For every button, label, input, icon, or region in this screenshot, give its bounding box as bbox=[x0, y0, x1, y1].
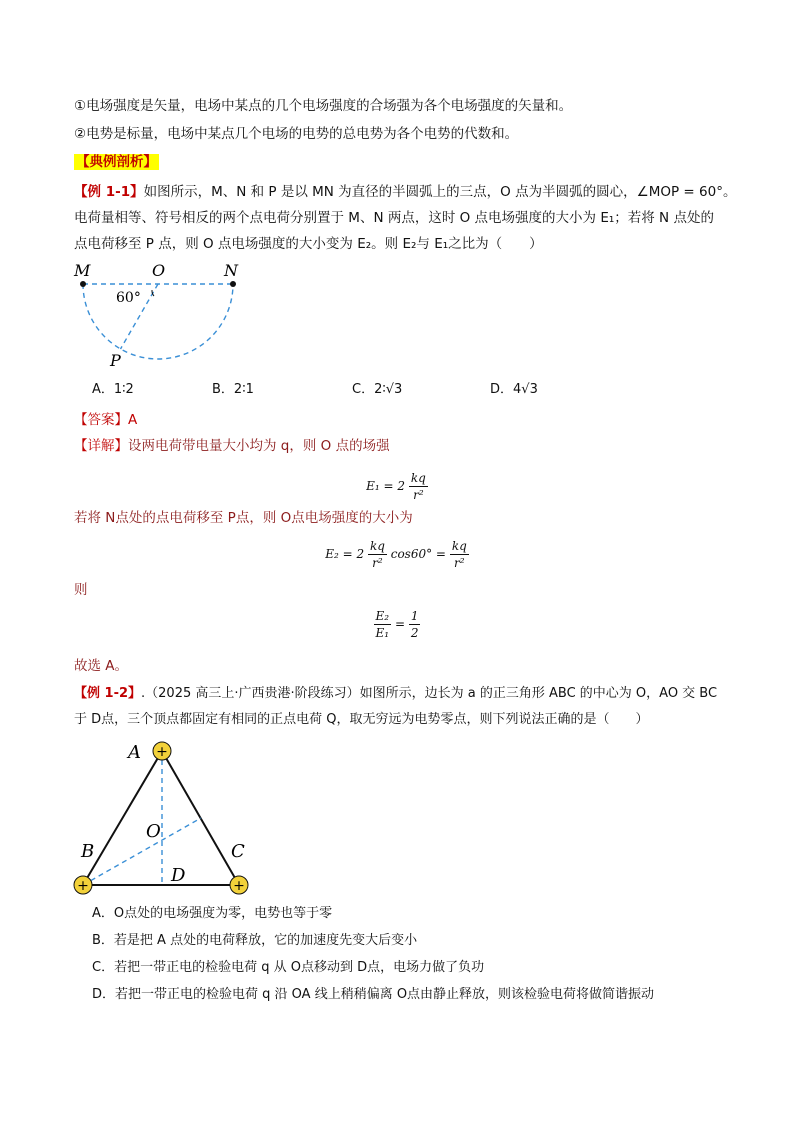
eq2-lhs: E₂ = 2 bbox=[325, 547, 365, 561]
label-p: P bbox=[110, 351, 121, 370]
charge-c-sign: + bbox=[233, 878, 245, 894]
ex1-semicircle-figure bbox=[66, 258, 256, 374]
semicircle-arc bbox=[83, 284, 233, 359]
eq2-denominator-1: r² bbox=[372, 556, 383, 570]
eq2-middle: cos60° = bbox=[390, 547, 446, 561]
ex1-option-d[interactable]: D．4√3 bbox=[490, 382, 538, 397]
ex2-option-b[interactable]: B．若是把 A 点处的电荷释放，它的加速度先变大后变小 bbox=[92, 933, 418, 948]
ex1-option-b[interactable]: B．2∶1 bbox=[212, 382, 254, 397]
label-o: O bbox=[146, 821, 161, 842]
ex1-option-a[interactable]: A．1∶2 bbox=[92, 382, 134, 397]
label-o: O bbox=[152, 261, 166, 280]
eq3-numerator-left: E₂ bbox=[375, 609, 390, 623]
section-title-label: 【典例剖析】 bbox=[76, 154, 157, 170]
ex1-detail-1: 设两电荷带电量大小均为 q，则 O 点的场强 bbox=[128, 438, 390, 454]
ex1-answer-value: A bbox=[128, 412, 138, 428]
charge-b bbox=[74, 876, 92, 894]
ex1-conclusion: 故选 A。 bbox=[74, 658, 129, 674]
eq1-denominator: r² bbox=[413, 488, 424, 502]
eq2-numerator-2: kq bbox=[451, 539, 467, 553]
ex1-detail-2: 若将 N点处的点电荷移至 P点，则 O点电场强度的大小为 bbox=[74, 510, 413, 526]
eq3-fraction-right bbox=[409, 608, 421, 641]
ex1-detail-label: 【详解】 bbox=[74, 438, 128, 454]
ex2-option-d[interactable]: D．若把一带正电的检验电荷 q 沿 OA 线上稍稍偏离 O点由静止释放，则该检验电荷将做简谐振动 bbox=[92, 987, 655, 1002]
label-n: N bbox=[224, 261, 238, 280]
ex2-text-line-1 bbox=[74, 684, 717, 704]
ex1-option-c[interactable]: C．2∶√3 bbox=[352, 382, 403, 397]
ex1-text-line-3: 点电荷移至 P 点，则 O 点电场强度的大小变为 E₂。则 E₂与 E₁之比为（ ） bbox=[74, 236, 543, 252]
eq2-fraction-1 bbox=[368, 538, 387, 571]
charge-a-sign: + bbox=[156, 744, 168, 760]
intro-line-2: ②电势是标量，电场中某点几个电场的电势的总电势为各个电势的代数和。 bbox=[74, 126, 519, 142]
eq1-lhs: E₁ = 2 bbox=[366, 479, 406, 493]
eq1-numerator: kq bbox=[410, 471, 426, 485]
charge-b-sign: + bbox=[77, 878, 89, 894]
label-d: D bbox=[171, 865, 186, 886]
label-a: A bbox=[128, 742, 141, 763]
label-c: C bbox=[231, 841, 245, 862]
ex1-answer-row bbox=[74, 410, 137, 430]
point-n bbox=[230, 281, 236, 287]
ex2-tag: 【例 1-2】 bbox=[74, 686, 142, 701]
eq3-fraction-left bbox=[374, 608, 392, 641]
eq2-numerator-1: kq bbox=[369, 539, 385, 553]
eq3-denominator-left: E₁ bbox=[375, 626, 390, 640]
ex1-detail-row bbox=[74, 436, 390, 456]
charge-c bbox=[230, 876, 248, 894]
eq3-equals: = bbox=[394, 617, 405, 631]
ex1-text-line-1 bbox=[74, 182, 736, 202]
ex2-text-1: .（2025 高三上·广西贵港·阶段练习）如图所示，边长为 a 的正三角形 ABC 的中心为 O，AO 交 BC bbox=[141, 686, 718, 701]
intro-line-1: ①电场强度是矢量，电场中某点的几个电场强度的合场强为各个电场强度的矢量和。 bbox=[74, 98, 573, 114]
ex1-text-1: 如图所示，M、N 和 P 是以 MN 为直径的半圆弧上的三点，O 点为半圆弧的圆心，∠MOP = 60°。 bbox=[143, 184, 737, 200]
charge-a bbox=[153, 742, 171, 760]
ex1-answer-label: 【答案】 bbox=[74, 412, 128, 428]
ex1-equation-1 bbox=[0, 470, 794, 503]
triangle-abc bbox=[83, 751, 239, 885]
ex1-equation-2 bbox=[0, 538, 794, 571]
ex2-option-a[interactable]: A．O点处的电场强度为零，电势也等于零 bbox=[92, 906, 333, 921]
ex1-text-line-2: 电荷量相等、符号相反的两个点电荷分别置于 M、N 两点，这时 O 点电场强度的大小为 E₁；若将 N 点处的 bbox=[74, 210, 714, 226]
eq2-denominator-2: r² bbox=[454, 556, 465, 570]
ex2-text-line-2: 于 D点，三个顶点都固定有相同的正点电荷 Q，取无穷远为电势零点，则下列说法正确的是（ ） bbox=[74, 712, 649, 727]
label-b: B bbox=[81, 841, 95, 862]
eq3-denominator-right: 2 bbox=[410, 626, 419, 640]
label-angle: 60° bbox=[116, 290, 141, 306]
eq2-fraction-2 bbox=[450, 538, 469, 571]
eq3-numerator-right: 1 bbox=[410, 609, 419, 623]
ex2-triangle-figure bbox=[70, 736, 260, 898]
point-m bbox=[80, 281, 86, 287]
ex1-then: 则 bbox=[74, 582, 88, 598]
section-title bbox=[74, 152, 159, 172]
label-m: M bbox=[74, 261, 91, 280]
eq1-fraction bbox=[409, 470, 428, 503]
ex1-equation-3 bbox=[0, 608, 794, 641]
ex2-option-c[interactable]: C．若把一带正电的检验电荷 q 从 O点移动到 D点，电场力做了负功 bbox=[92, 960, 485, 975]
ex1-tag: 【例 1-1】 bbox=[74, 184, 144, 200]
